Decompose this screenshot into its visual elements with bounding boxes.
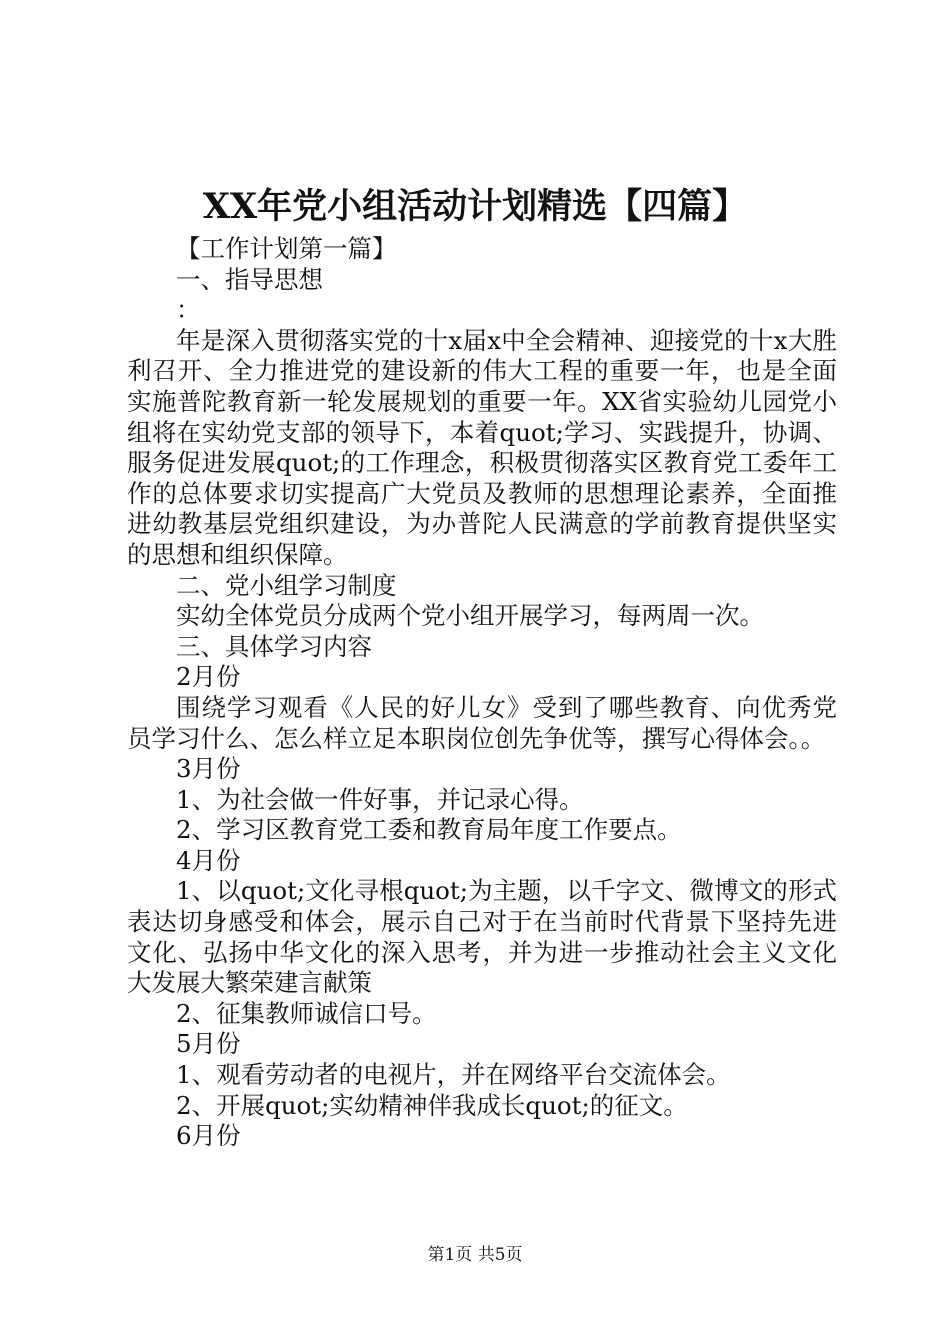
month-heading: 2月份 xyxy=(176,662,241,692)
section-heading: 三、具体学习内容 xyxy=(176,631,372,661)
colon-line: ： xyxy=(176,295,201,325)
list-item: 2、开展quot;实幼精神伴我成长quot;的征文。 xyxy=(176,1090,688,1120)
section-heading: 二、党小组学习制度 xyxy=(176,570,397,600)
month-heading: 3月份 xyxy=(176,754,241,784)
month-heading: 5月份 xyxy=(176,1029,241,1059)
section-heading: 【工作计划第一篇】 xyxy=(176,234,397,263)
list-item: 1、为社会做一件好事，并记录心得。 xyxy=(176,784,584,814)
list-item: 2、学习区教育党工委和教育局年度工作要点。 xyxy=(176,815,682,845)
list-item: 1、以quot;文化寻根quot;为主题，以千字文、微博文的形式表达切身感受和体会，展示自己对于在当前时代背景下坚持先进文化、弘扬中华文化的深入思考，并为进一步推动社会主义文化大发展大繁荣建言献策 xyxy=(127,876,837,998)
month-heading: 6月份 xyxy=(176,1121,241,1151)
paragraph: 围绕学习观看《人民的好儿女》受到了哪些教育、向优秀党员学习什么、怎么样立足本职岗位创先争优等，撰写心得体会。。 xyxy=(127,692,837,753)
document-title: XX年党小组活动计划精选【四篇】 xyxy=(202,186,748,227)
paragraph: 年是深入贯彻落实党的十x届x中全会精神、迎接党的十x大胜利召开、全力推进党的建设新的伟大工程的重要一年，也是全面实施普陀教育新一轮发展规划的重要一年。XX省实验幼儿园党小组将在实幼党支部的领导下，本着quot;学习、实践提升，协调、服务促进发展quot;的工作理念，积极贯彻落实区教育党工委年工作的总体要求切实提高广大党员及教师的思想理论素养，全面推进幼教基层党组织建设，为办普陀人民满意的学前教育提供坚实的思想和组织保障。 xyxy=(127,325,837,569)
page-footer: 第1页 共5页 xyxy=(427,1245,523,1265)
document-body xyxy=(127,234,837,1152)
paragraph: 实幼全体党员分成两个党小组开展学习，每两周一次。 xyxy=(176,601,764,631)
month-heading: 4月份 xyxy=(176,845,241,875)
list-item: 1、观看劳动者的电视片，并在网络平台交流体会。 xyxy=(176,1060,731,1090)
list-item: 2、征集教师诚信口号。 xyxy=(176,998,437,1028)
section-heading: 一、指导思想 xyxy=(176,264,323,294)
